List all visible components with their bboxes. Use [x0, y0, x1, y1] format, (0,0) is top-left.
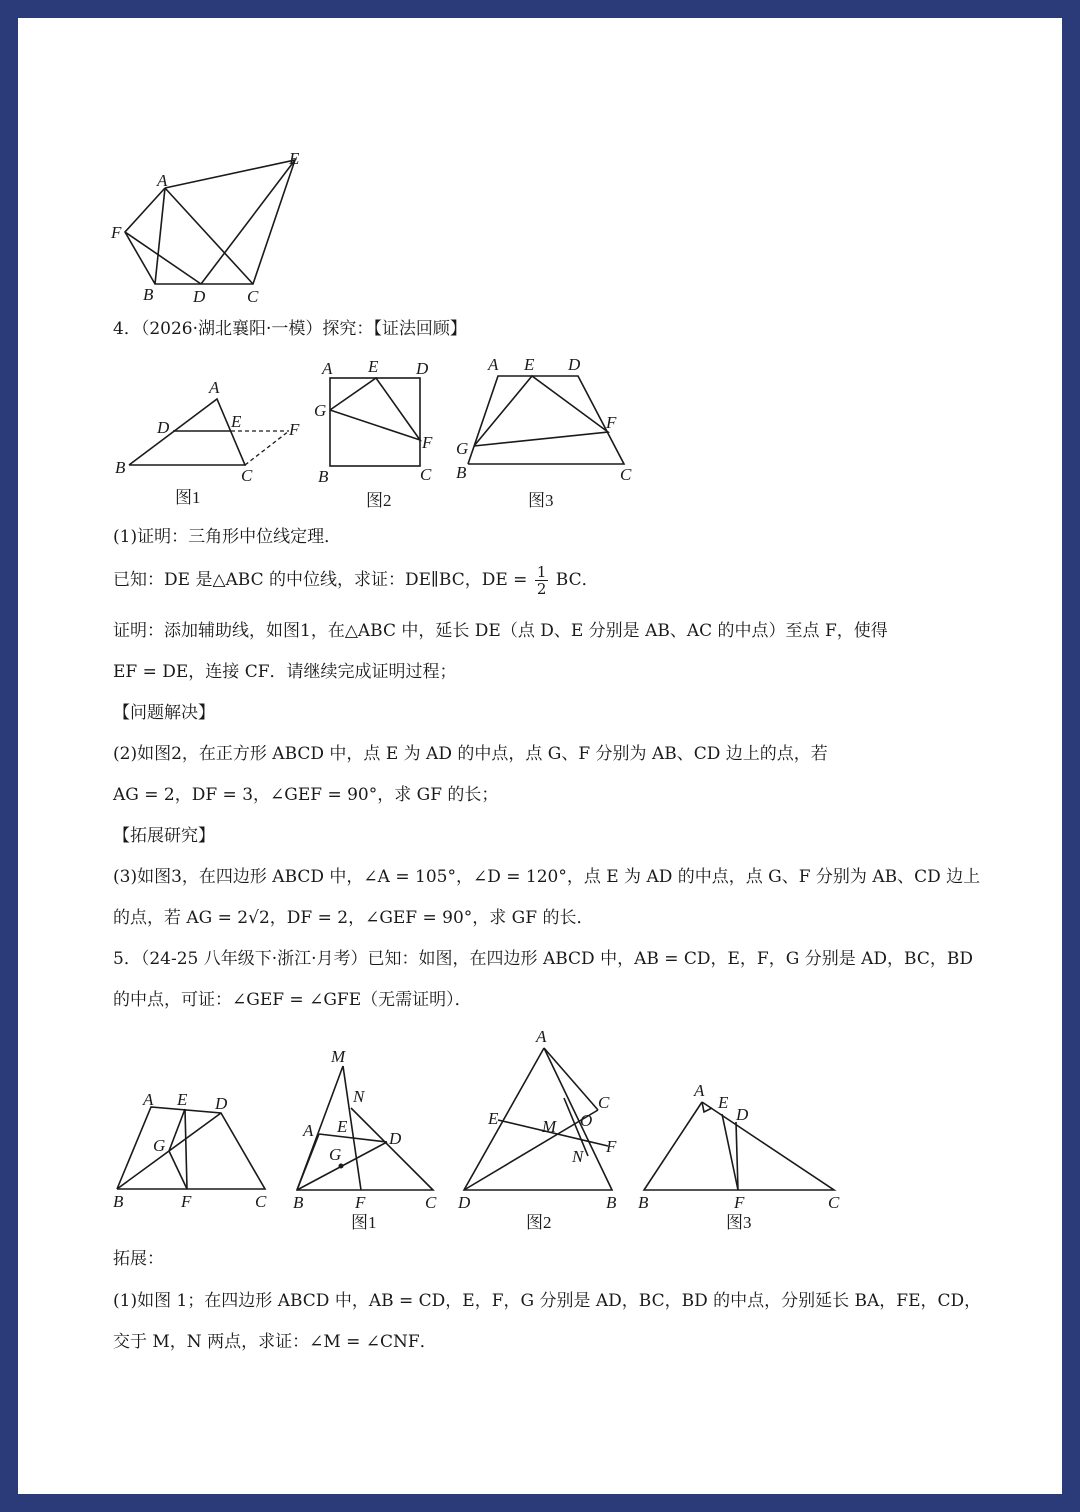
figure-caption: 图2 [526, 1213, 552, 1232]
figure-caption: 图3 [528, 491, 554, 510]
given-suffix: BC． [555, 570, 599, 590]
label-D: D [458, 1193, 471, 1212]
q4-header: 4．（2026·湖北襄阳·一模）探究：【证法回顾】 [113, 319, 467, 339]
label-E: E [177, 1090, 188, 1109]
q5-ext-line2: 交于 M，N 两点，求证：∠M = ∠CNF． [113, 1332, 437, 1352]
label-F: F [289, 420, 300, 439]
label-E: E [488, 1109, 499, 1128]
label-A: A [536, 1027, 547, 1046]
q5-figure-2 [458, 1028, 638, 1233]
fraction-half [535, 564, 549, 597]
label-G: G [314, 401, 327, 420]
label-G: G [329, 1145, 342, 1164]
label-C: C [425, 1193, 437, 1212]
q5-figure-3 [638, 1078, 858, 1233]
label-B: B [115, 458, 126, 477]
label-D: D [416, 359, 429, 378]
label-B: B [293, 1193, 304, 1212]
label-F: F [606, 413, 617, 432]
label-A: A [157, 171, 168, 190]
q4-part2-line2: AG = 2，DF = 3，∠GEF = 90°，求 GF 的长； [113, 785, 499, 805]
label-A: A [322, 359, 333, 378]
label-B: B [143, 285, 154, 304]
q5-line1: 5．（24-25 八年级下·浙江·月考）已知：如图，在四边形 ABCD 中，AB = CD，E，F，G 分别是 AD，BC，BD [113, 949, 973, 969]
label-F: F [111, 223, 122, 242]
figure-caption: 图3 [726, 1213, 752, 1232]
figure-caption: 图1 [351, 1213, 377, 1232]
label-E: E [718, 1093, 729, 1112]
q4-part1: (1)证明：三角形中位线定理． [113, 527, 342, 547]
q5-ext-line1: (1)如图 1；在四边形 ABCD 中，AB = CD，E，F，G 分别是 AD，BC，BD 的中点，分别延长 BA，FE，CD， [113, 1291, 982, 1311]
figure-caption: 图2 [366, 491, 392, 510]
label-E: E [337, 1117, 348, 1136]
label-M: M [542, 1117, 557, 1136]
label-D: D [193, 287, 206, 306]
q4-figure-1 [113, 373, 313, 513]
label-F: F [355, 1193, 366, 1212]
figure-top-pentagon [113, 148, 313, 308]
label-F: F [422, 433, 433, 452]
fraction-numerator: 1 [536, 563, 547, 581]
label-A: A [303, 1121, 314, 1140]
worksheet-page [18, 18, 1062, 1494]
label-C: C [241, 466, 253, 485]
label-B: B [638, 1193, 649, 1212]
label-B: B [456, 463, 467, 482]
figure-caption: 图1 [175, 488, 201, 507]
label-D: D [568, 355, 581, 374]
q4-proof-line2: EF = DE，连接 CF．请继续完成证明过程； [113, 662, 457, 682]
label-A: A [143, 1090, 154, 1109]
q5-line2: 的中点，可证：∠GEF = ∠GFE（无需证明）． [113, 990, 472, 1010]
q4-proof-line1: 证明：添加辅助线，如图1，在△ABC 中，延长 DE（点 D、E 分别是 AB、AC 的中点）至点 F，使得 [113, 621, 888, 641]
q4-part2-line1: (2)如图2，在正方形 ABCD 中，点 E 为 AD 的中点，点 G、F 分别为 AB、CD 边上的点，若 [113, 744, 828, 764]
point-G-marker [339, 1164, 344, 1169]
label-C: C [247, 287, 259, 306]
label-E: E [368, 357, 379, 376]
given-prefix: 已知：DE 是△ABC 的中位线，求证：DE∥BC，DE = [113, 570, 528, 590]
q4-part3-line2: 的点，若 AG = 2√2，DF = 2，∠GEF = 90°，求 GF 的长． [113, 908, 594, 928]
label-C: C [255, 1192, 267, 1211]
label-D: D [215, 1094, 228, 1113]
q5-extension-heading: 拓展： [113, 1249, 164, 1269]
label-F: F [181, 1192, 192, 1211]
q5-figure-base [113, 1090, 283, 1213]
label-D: D [157, 418, 170, 437]
label-B: B [113, 1192, 124, 1211]
label-M: M [331, 1047, 346, 1066]
label-A: A [209, 378, 220, 397]
label-N: N [572, 1147, 584, 1166]
label-A: A [694, 1081, 705, 1100]
label-O: O [580, 1111, 593, 1130]
label-B: B [318, 467, 329, 486]
label-C: C [828, 1193, 840, 1212]
q4-given [113, 564, 599, 597]
label-B: B [606, 1193, 617, 1212]
label-C: C [620, 465, 632, 484]
q4-section-extension: 【拓展研究】 [113, 826, 215, 846]
label-D: D [736, 1105, 749, 1124]
q4-part3-line1: (3)如图3，在四边形 ABCD 中，∠A = 105°，∠D = 120°，点 E 为 AD 的中点，点 G、F 分别为 AB、CD 边上 [113, 867, 981, 887]
label-F: F [734, 1193, 745, 1212]
label-C: C [420, 465, 432, 484]
label-A: A [488, 355, 499, 374]
label-D: D [389, 1129, 402, 1148]
q4-figure-2 [308, 358, 448, 513]
q4-section-problem-solving: 【问题解决】 [113, 703, 215, 723]
label-C: C [598, 1093, 610, 1112]
label-G: G [153, 1136, 166, 1155]
fraction-denominator: 2 [536, 580, 547, 598]
label-G: G [456, 439, 469, 458]
label-E: E [231, 412, 242, 431]
q4-figure-3 [448, 356, 648, 516]
label-N: N [353, 1087, 365, 1106]
q5-figure-1 [293, 1048, 443, 1233]
label-F: F [606, 1137, 617, 1156]
label-E: E [524, 355, 535, 374]
label-E: E [289, 149, 300, 168]
